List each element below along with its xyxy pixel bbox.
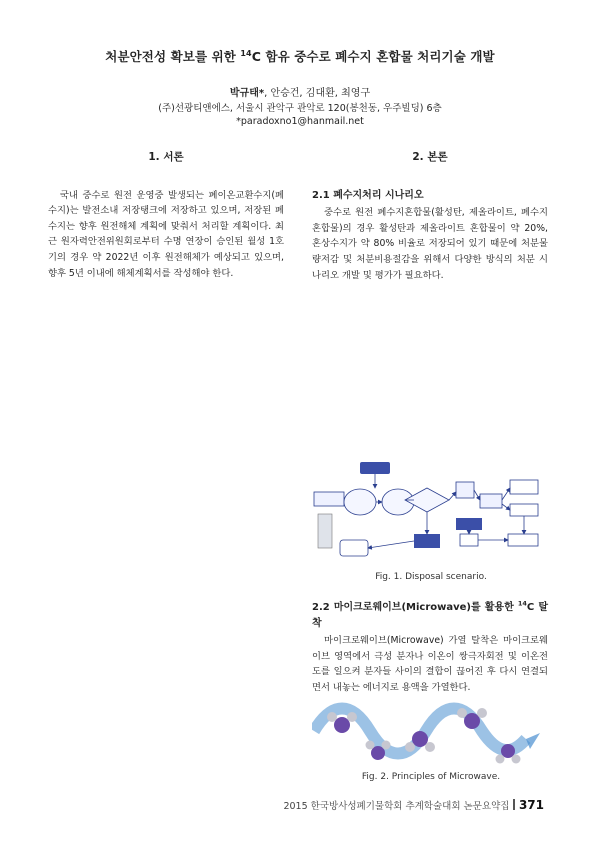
flow-arrow bbox=[502, 504, 510, 510]
figure-2-caption: Fig. 2. Principles of Microwave. bbox=[361, 772, 501, 782]
water-molecule bbox=[327, 712, 357, 733]
footer-proceedings: 2015 한국방사성폐기물학회 추계학술대회 논문요약집 bbox=[283, 801, 510, 812]
body-paragraph-1: 중수로 원전 폐수지혼합물(활성탄, 제올라이트, 폐수지 혼합물)의 경우 활성탄과 제올라이트 혼합물이 약 20%, 혼상수지가 약 80% 비율로 저장되어 있기 때문에 처분물량저감 및 처분비용절감을 위해서 다양한 방식의 처분 시나리오 개발 및 평가가 필요하다. bbox=[312, 207, 548, 281]
flow-node bbox=[510, 504, 538, 516]
flow-node bbox=[414, 534, 440, 548]
disposal-scenario-diagram bbox=[312, 460, 550, 572]
subsection-heading-2-1: 2.1 폐수지처리 시나리오 bbox=[312, 189, 424, 201]
left-column bbox=[48, 150, 284, 281]
flow-node bbox=[510, 480, 538, 494]
section-heading-intro: 1. 서론 bbox=[148, 151, 184, 163]
flow-arrow bbox=[449, 492, 456, 500]
flow-node bbox=[314, 492, 344, 506]
page-number: 371 bbox=[518, 798, 544, 812]
flow-arrow bbox=[502, 488, 510, 500]
flow-node bbox=[480, 494, 502, 508]
flow-node bbox=[456, 518, 482, 530]
flow-node bbox=[508, 534, 538, 546]
paper-title: 처분안전성 확보를 위한 $^{14}$C 함유 중수로 폐수지 혼합물 처리기술 개발 bbox=[105, 48, 495, 64]
flow-node bbox=[340, 540, 368, 556]
flow-node bbox=[318, 514, 332, 548]
subsection-heading-2-2: 2.2 마이크로웨이브(Microwave)를 활용한 $^{14}$C 탈착 bbox=[312, 599, 548, 629]
author-email: *paradoxno1@hanmail.net bbox=[236, 116, 364, 127]
right-column-lower bbox=[312, 600, 548, 696]
author-line bbox=[40, 84, 560, 99]
figure-1-caption: Fig. 1. Disposal scenario. bbox=[375, 572, 487, 582]
section-heading-body: 2. 본론 bbox=[412, 151, 448, 163]
page-footer bbox=[283, 798, 544, 812]
wave-arrowhead bbox=[526, 733, 540, 749]
microwave-principle-illustration bbox=[312, 693, 550, 769]
corresponding-author: 박규태* bbox=[229, 88, 265, 99]
body-paragraph-3: 마이크로웨이브(Microwave) 가열 탈착은 마이크로웨이브 영역에서 극성 분자나 이온이 쌍극자회전 및 이온전도를 일으켜 분자들 사이의 결합이 끊어진 후 다시 연결되면서 내놓는 에너지로 용액을 가열한다. bbox=[312, 635, 548, 693]
flow-arrow bbox=[474, 490, 480, 500]
intro-paragraph-1: 국내 중수로 원전 운영중 발생되는 폐이온교환수지(폐수지)는 발전소내 저장탱크에 저장하고 있으며, 저장된 폐수지는 향후 원전해체 계획에 맞춰서 처리할 계획이다. 최근 원자력안전위원회로부터 수명 연장이 승인된 월성 1호기의 경우 약 2022년 이후 원전해체가 예상되고 있으며, 향후 5년 이내에 해체계획서를 작성해야 한다. bbox=[48, 189, 284, 279]
flow-node bbox=[344, 489, 376, 515]
flow-node bbox=[460, 534, 478, 546]
co-authors: , 안승건, 김대환, 최영구 bbox=[264, 88, 371, 99]
flow-node bbox=[456, 482, 474, 498]
affiliation: (주)선광티앤에스, 서울시 관악구 관악로 120(봉천동, 우주빌딩) 6층 bbox=[158, 103, 442, 114]
footer-divider bbox=[513, 799, 515, 810]
right-column bbox=[312, 150, 548, 283]
flow-node bbox=[360, 462, 390, 474]
flow-arrow bbox=[368, 541, 414, 548]
